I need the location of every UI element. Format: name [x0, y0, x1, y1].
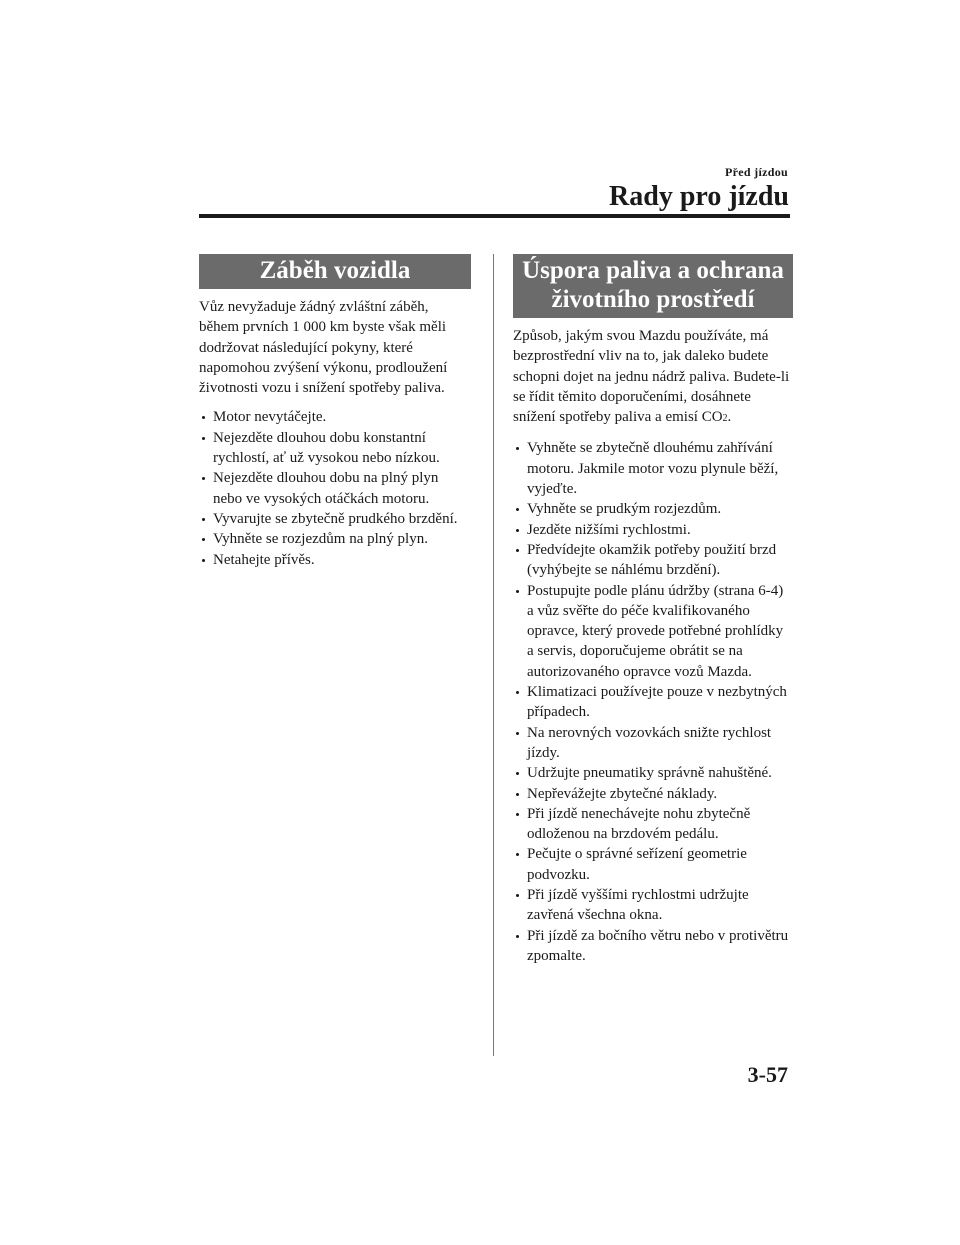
list-item-text: Při jízdě nenechávejte nohu zbytečně odloženou na brzdovém pedálu.	[527, 805, 751, 843]
heading-break-in: Záběh vozidla	[199, 254, 471, 289]
break-in-intro: Vůz nevyžaduje žádný zvláštní záběh, během prvních 1 000 km byste však měli dodržovat následující pokyny, které napomohou zvýšení výkonu, prodloužení životnosti vozu i snížení spotřeby paliva.	[199, 299, 448, 397]
list-item-text: Klimatizaci používejte pouze v nezbytných případech.	[527, 684, 787, 721]
intro-end: .	[727, 409, 732, 426]
bullet-icon	[516, 793, 519, 796]
bullet-icon	[202, 477, 205, 480]
list-item-text: Při jízdě za bočního větru nebo v protivětru zpomalte.	[527, 927, 789, 964]
heading-fuel-economy	[513, 254, 793, 318]
list-item-text: Vyvarujte se zbytečně prudkého brzdění.	[213, 510, 458, 527]
page-number: 3-57	[747, 1062, 788, 1087]
list-item-text: Motor nevytáčejte.	[213, 409, 327, 426]
list-item	[513, 520, 793, 540]
heading-line-1: Úspora paliva a ochrana	[522, 257, 784, 284]
fuel-economy-intro	[513, 326, 793, 429]
list-item	[513, 581, 793, 682]
list-item	[513, 804, 793, 845]
bullet-icon	[516, 549, 519, 552]
bullet-icon	[202, 416, 205, 419]
list-item	[199, 407, 471, 427]
list-item-text: Vyhněte se prudkým rozjezdům.	[527, 501, 722, 518]
list-item-text: Předvídejte okamžik potřeby použití brzd (vyhýbejte se náhlému brzdění).	[527, 541, 777, 579]
list-item	[513, 784, 793, 804]
list-item-text: Jezděte nižšími rychlostmi.	[527, 521, 691, 538]
bullet-icon	[516, 813, 519, 816]
list-item-text: Při jízdě vyššími rychlostmi udržujte zavřená všechna okna.	[527, 887, 749, 924]
header-rule	[199, 214, 790, 218]
list-item	[513, 540, 793, 581]
list-item	[513, 499, 793, 519]
list-item	[513, 438, 793, 499]
list-item-text: Netahejte přívěs.	[213, 551, 315, 568]
list-item-text: Postupujte podle plánu údržby (strana 6-4) a vůz svěřte do péče kvalifikovaného opravce, který provede potřebné prohlídky a servis, doporučujeme obrátit se na autorizovaného opravce vozů Mazda.	[527, 582, 784, 680]
bullet-icon	[516, 935, 519, 938]
heading-line-2: životního prostředí	[551, 286, 755, 313]
bullet-icon	[516, 732, 519, 735]
list-item-text: Nepřevážejte zbytečné náklady.	[527, 785, 718, 802]
list-item	[513, 885, 793, 926]
bullet-icon	[202, 437, 205, 440]
list-item	[199, 428, 471, 469]
fuel-economy-list	[513, 438, 793, 966]
bullet-icon	[516, 590, 519, 593]
page-title: Rady pro jízdu	[609, 181, 789, 212]
list-item-text: Na nerovných vozovkách snižte rychlost jízdy.	[527, 724, 772, 761]
list-item-text: Vyhněte se zbytečně dlouhému zahřívání motoru. Jakmile motor vozu plynule běží, vyjeďte.	[527, 440, 779, 498]
bullet-icon	[516, 508, 519, 511]
list-item-text: Pečujte o správné seřízení geometrie podvozku.	[527, 846, 747, 883]
bullet-icon	[202, 559, 205, 562]
bullet-icon	[202, 518, 205, 521]
bullet-icon	[516, 529, 519, 532]
list-item-text: Nejezděte dlouhou dobu konstantní rychlostí, ať už vysokou nebo nízkou.	[213, 429, 440, 467]
list-item	[199, 529, 471, 549]
list-item	[513, 682, 793, 723]
list-item	[513, 844, 793, 885]
bullet-icon	[516, 772, 519, 775]
intro-text: Způsob, jakým svou Mazdu používáte, má bezprostřední vliv na to, jak daleko budete schopni dojet na jednu nádrž paliva. Budete-li se řídit těmito doporučeními, dosáhnete snížení spotřeby paliva a emisí CO	[513, 328, 790, 426]
list-item	[199, 509, 471, 529]
list-item	[513, 763, 793, 783]
break-in-list	[199, 407, 471, 569]
list-item	[513, 723, 793, 764]
list-item-text: Vyhněte se rozjezdům na plný plyn.	[213, 531, 428, 548]
list-item	[513, 926, 793, 967]
list-item	[199, 550, 471, 570]
bullet-icon	[202, 538, 205, 541]
bullet-icon	[516, 447, 519, 450]
section-label: Před jízdou	[725, 165, 788, 179]
bullet-icon	[516, 691, 519, 694]
intro-subscript: 2	[722, 413, 728, 425]
list-item-text: Udržujte pneumatiky správně nahuštěné.	[527, 765, 772, 782]
right-column	[513, 254, 793, 966]
list-item	[199, 468, 471, 509]
bullet-icon	[516, 894, 519, 897]
bullet-icon	[516, 853, 519, 856]
column-divider	[493, 254, 494, 1056]
left-column	[199, 254, 471, 570]
list-item-text: Nejezděte dlouhou dobu na plný plyn nebo ve vysokých otáčkách motoru.	[213, 470, 439, 507]
